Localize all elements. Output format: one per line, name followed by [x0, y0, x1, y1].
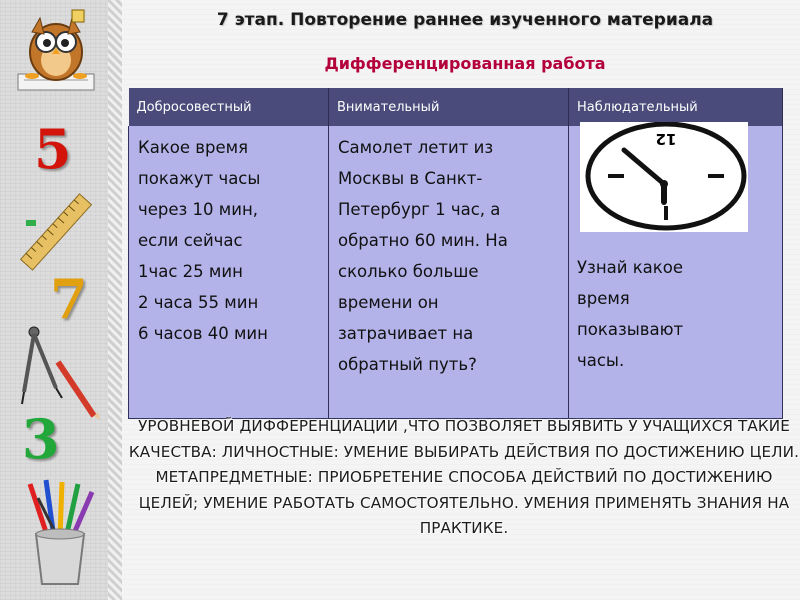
pencil-cup-icon: [18, 478, 102, 590]
table-header-row: [129, 88, 783, 126]
header-observant: Наблюдательный: [569, 88, 783, 126]
header-conscientious: Добросовестный: [129, 88, 329, 126]
owl-icon: [10, 4, 102, 96]
slide-title: 7 этап. Повторение раннее изученного материала: [216, 10, 714, 30]
header-attentive: Внимательный: [329, 88, 569, 126]
task-table: [128, 88, 783, 419]
task-text-2: Самолет летит из Москвы в Санкт- Петербург 1 час, а обратно 60 мин. На сколько больше времени он затрачивает на обратный путь?: [338, 138, 508, 374]
slide-subtitle: Дифференцированная работа: [324, 54, 606, 73]
sidebar-divider: [108, 0, 123, 600]
clock-number: 12: [655, 130, 677, 148]
digit-3: 3: [22, 407, 60, 471]
task-cell-1: [129, 126, 329, 419]
task-text-3: Узнай какое время показывают часы.: [577, 258, 684, 370]
ruler-icon: [14, 186, 98, 278]
clock-image: [580, 122, 748, 232]
footer-text: УРОВНЕВОЙ ДИФФЕРЕНЦИАЦИИ ,ЧТО ПОЗВОЛЯЕТ ВЫЯВИТЬ У УЧАЩИХСЯ ТАКИЕ КАЧЕСТВА: ЛИЧНОСТНЫЕ: УМЕНИЕ ВЫБИРАТЬ ДЕЙСТВИЯ ПО ДОСТИЖЕНИЮ ЦЕЛИ. МЕТАПРЕДМЕТНЫЕ: ПРИОБРЕТЕНИЕ СПОСОБА ДЕЙСТВИЙ ПО ДОСТИЖЕНИЮ ЦЕЛЕЙ; УМЕНИЕ РАБОТАТЬ САМОСТОЯТЕЛЬНО. УМЕНИЯ ПРИМЕНЯТЬ ЗНАНИЯ НА ПРАКТИКЕ.: [128, 417, 800, 537]
footer-note: [128, 414, 800, 600]
digit-7: 7: [50, 267, 88, 331]
decorative-sidebar: [0, 0, 109, 600]
task-text-1: Какое время покажут часы через 10 мин, если сейчас 1час 25 мин 2 часа 55 мин 6 часов 40 мин: [138, 138, 268, 343]
task-cell-3: [569, 126, 783, 419]
task-cell-2: [329, 126, 569, 419]
table-row: [129, 126, 783, 419]
digit-5: 5: [34, 117, 72, 181]
